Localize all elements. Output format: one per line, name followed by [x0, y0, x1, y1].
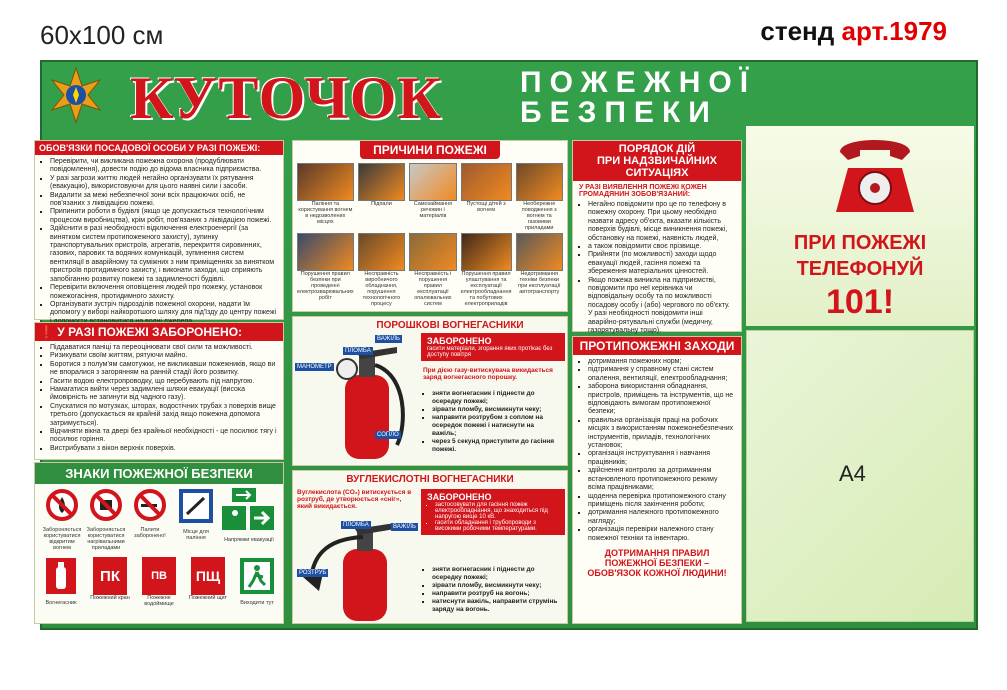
- label-handle: ВАЖІЛЬ: [393, 524, 416, 530]
- cause-caption: Порушення правил безпеки при проведенні електрозварювальних робіт: [297, 271, 354, 301]
- cause-caption: Порушення правил улаштування та експлуатації електрообладнання та побутових електроприладів: [460, 271, 512, 307]
- evacuation-direction-icon: [222, 488, 276, 532]
- cause-item: [409, 163, 457, 229]
- forbidden-item: ▪ Відчиняти вікна та двері без крайньої необхідності - це посилює тягу і посилює горіння.: [50, 428, 277, 445]
- cause-photo: [461, 163, 512, 201]
- measure-item: ▪ дотримання належного протипожежного нагляду;: [588, 509, 735, 526]
- sign-evacuation: [221, 488, 277, 557]
- co2-step: ▪ натиснути важіль, направити струмінь заряду на вогонь.: [432, 598, 559, 614]
- label-seal: ПЛОМБА: [345, 348, 371, 354]
- measures-list: [573, 355, 741, 546]
- measure-item: ▪ організація перевірки належного стану пожежної техніки та інвентарю.: [588, 526, 735, 543]
- measures-footer: [573, 548, 741, 578]
- forbidden-heading: ❗ У РАЗІ ПОЖЕЖІ ЗАБОРОНЕНО:: [35, 323, 283, 341]
- sign-caption: Палити заборонено!: [134, 527, 166, 539]
- co2-step: ▪ зняти вогнегасник і піднести до осередку пожежі;: [432, 566, 559, 582]
- co2-forbidden-item: ▪ гасити обладнання і трубопроводи з високими робочими температурами.: [435, 520, 559, 532]
- phone-line1: ПРИ ПОЖЕЖІ: [793, 232, 927, 254]
- emergency-item: ▪ Негайно повідомити про це по телефону в пожежну охорону. При цьому необхідно назвати адресу об'єкта, вказати кількість поверхів будівлі, місце виникнення пожежі, обстановку на пожежі, наявність людей,: [588, 201, 735, 243]
- cause-caption: Самозаймання речовин і матеріалів: [413, 201, 453, 219]
- sign-caption: Пожежний щит: [188, 595, 228, 601]
- measure-item: ▪ здійснення контролю за дотриманням встановленого протипожежного режиму всіма працівниками;: [588, 467, 735, 492]
- size-label: 60x100 см: [40, 20, 164, 50]
- sign-extinguisher: [41, 557, 81, 628]
- causes-panel: [292, 140, 568, 312]
- emergency-subheading: У РАЗІ ВИЯВЛЕННЯ ПОЖЕЖІ КОЖЕН ГРОМАДЯНИН ЗОБОВ'ЯЗАНИЙ:: [579, 184, 707, 198]
- smoking-area-icon: [178, 488, 214, 524]
- sign-fire-board: [188, 557, 228, 628]
- title-sub-line2: БЕЗПЕКИ: [520, 96, 718, 129]
- cause-photo: [516, 233, 564, 271]
- cause-photo: [358, 233, 405, 271]
- forbidden-item: ▪ Ризикувати своїм життям, рятуючи майно.: [50, 352, 277, 360]
- powder-heading: ПОРОШКОВІ ВОГНЕГАСНИКИ: [376, 320, 524, 331]
- co2-forbidden-item: ▪ застосовувати для гасіння пожеж електрообладнання, що знаходиться під напругою вище 10 кВ.: [435, 502, 559, 520]
- forbidden-item: ▪ Боротися з полум'ям самотужки, не викликавши пожежників, якщо ви не впоралися з загорянням на ранній стадії його розвитку.: [50, 361, 277, 378]
- sign-no-heaters: [85, 488, 127, 557]
- sign-caption: Забороняється користуватися нагрівальними приладами: [86, 527, 126, 551]
- cause-photo: [297, 233, 354, 271]
- sign-caption: Пожежний кран: [90, 595, 130, 601]
- emergency-heading-line2: ПРИ НАДЗВИЧАЙНИХ СИТУАЦІЯХ: [597, 155, 717, 179]
- forbidden-list: [35, 341, 283, 456]
- a4-label: А4: [839, 461, 866, 486]
- phone-number: 101!: [825, 283, 895, 321]
- cause-item: [461, 163, 512, 229]
- signs-panel: [34, 462, 284, 624]
- measure-item: ▪ дотримання пожежних норм;: [588, 358, 735, 366]
- article-number: арт.1979: [841, 16, 947, 46]
- title-main: КУТОЧОК: [130, 65, 442, 131]
- duty-item: ▪ Припинити роботи в будівлі (якщо це допускається технологічним процесом виробництва), крім робіт, пов'язаних з ліквідацією пожежі.: [50, 208, 277, 225]
- telephone-icon: [830, 132, 920, 222]
- measures-footer-line1: ДОТРИМАННЯ ПРАВИЛ: [604, 547, 710, 558]
- label-horn: РОЗТРУБ: [299, 570, 327, 576]
- duty-item: ▪ Здійснити в разі необхідності відключення електроенергії (за винятком систем протипожежного захисту), зупинку транспортувальних пристроїв, агрегатів, перекриття сировинних, газових, парових та водяних комунікацій, зупинення систем вентиляції в аварійному та суміжних з ним приміщеннях за винятком пристроїв протидимного захисту, і виконати заходи, що сприяють запобіганню розвитку пожежі та задимленості будівлі.: [50, 225, 277, 284]
- cause-caption: Паління та користування вогнем в недозволених місцях: [298, 201, 353, 225]
- co2-forbidden-title: ЗАБОРОНЕНО: [427, 492, 492, 502]
- sign-exit: [237, 557, 277, 628]
- sign-caption: Місце для паління: [183, 529, 209, 541]
- title-sub: [520, 68, 756, 128]
- cause-caption: Несправність і порушення правил експлуатації опалювальних систем: [414, 271, 452, 307]
- duties-list: [35, 155, 283, 329]
- signs-heading: ЗНАКИ ПОЖЕЖНОЇ БЕЗПЕКИ: [35, 463, 283, 484]
- emergency-item: ▪ а також повідомити своє прізвище.: [588, 243, 735, 251]
- phone-line2: ТЕЛЕФОНУЙ: [796, 258, 924, 280]
- label-seal: ПЛОМБА: [343, 522, 369, 528]
- emergency-panel: [572, 140, 742, 335]
- causes-heading: ПРИЧИНИ ПОЖЕЖІ: [360, 141, 500, 159]
- duty-item: ▪ Перевірити, чи викликана пожежна охорона (продублювати повідомлення), довести подію до відома власника підприємства.: [50, 158, 277, 175]
- cause-caption: Несправність виробничого обладнання, порушення технологічного процесу: [362, 271, 401, 307]
- duty-item: ▪ Організувати зустріч підрозділів пожежної охорони, надати їм допомогу у виборі найкоротшого шляху для під'їзду до центру пожежі: [50, 301, 277, 326]
- co2-panel: [292, 470, 568, 624]
- forbidden-item: ▪ Вистрибувати з вікон верхніх поверхів.: [50, 445, 277, 453]
- fire-board-sign: ПЩ: [191, 557, 225, 595]
- cause-item: [297, 233, 354, 299]
- no-heaters-icon: [89, 488, 123, 522]
- measures-heading: ПРОТИПОЖЕЖНІ ЗАХОДИ: [573, 337, 741, 355]
- sign-smoking-area: [173, 488, 219, 557]
- forbidden-item: ▪ Піддаватися паніці та переоцінювати свої сили та можливості.: [50, 344, 277, 352]
- cause-photo: [358, 163, 405, 201]
- duties-heading: ОБОВ'ЯЗКИ ПОСАДОВОЇ ОСОБИ У РАЗІ ПОЖЕЖІ:: [35, 141, 283, 155]
- cause-caption: Пустощі дітей з вогнем: [466, 201, 506, 213]
- cause-photo: [297, 163, 354, 201]
- causes-grid: [293, 159, 567, 307]
- measures-footer-line3: ОБОВ'ЯЗОК КОЖНОЇ ЛЮДИНИ!: [587, 567, 727, 578]
- cause-item: [358, 163, 405, 229]
- label-nozzle: СОПЛО: [377, 432, 399, 438]
- powder-step: ▪ зняти вогнегасник і піднести до осередку пожежі;: [432, 390, 559, 406]
- measure-item: ▪ заборона використання обладнання, пристроїв, приміщень та інструментів, що не відповідають вимогам протипожежної безпеки;: [588, 383, 735, 417]
- signs-row-1: [35, 484, 283, 557]
- co2-heading: ВУГЛЕКИСЛОТНІ ВОГНЕГАСНИКИ: [346, 474, 514, 485]
- water-reservoir-sign: ПВ: [142, 557, 176, 595]
- powder-forbidden-text: гасити матеріали, згорання яких протікає без доступу повітря: [427, 346, 553, 358]
- sign-caption: Виходити тут: [240, 600, 274, 606]
- no-smoking-icon: [133, 488, 167, 522]
- emergency-service-emblem-icon: [48, 66, 104, 124]
- powder-step: ▪ направити розтрубом з соплом на осередок пожежі і натиснути на важіль;: [432, 414, 559, 438]
- sign-no-open-fire: [41, 488, 83, 557]
- powder-forbidden-box: [421, 333, 565, 361]
- powder-forbidden-title: ЗАБОРОНЕНО: [427, 336, 492, 346]
- cause-caption: Необережне поводження з вогнем та газовими приладами: [521, 201, 557, 231]
- measures-footer-line2: ПОЖЕЖНОЇ БЕЗПЕКИ –: [604, 557, 710, 568]
- co2-steps: [417, 563, 565, 617]
- sign-fire-hydrant: [90, 557, 130, 628]
- cause-photo: [409, 163, 457, 201]
- duties-panel: [34, 140, 284, 320]
- measure-item: ▪ організація інструктування і навчання працівників;: [588, 450, 735, 467]
- title-sub-line1: ПОЖЕЖНОЇ: [520, 66, 757, 99]
- signs-row-2: [35, 557, 283, 628]
- cause-item: [516, 163, 564, 229]
- co2-forbidden-box: [421, 489, 565, 535]
- forbidden-item: ▪ Намагатися вийти через задимлені шляхи евакуації (висока ймовірність не загинути від чадного газу).: [50, 386, 277, 403]
- measures-panel: [572, 336, 742, 624]
- sign-no-smoking: [129, 488, 171, 557]
- cause-item: [516, 233, 564, 299]
- exit-sign-icon: [239, 557, 275, 595]
- sign-water-reservoir: [139, 557, 179, 628]
- fire-hydrant-sign: ПК: [93, 557, 127, 595]
- duty-item: ▪ Перевірити включення оповіщення людей про пожежу, установок пожежогасіння, протидимного захисту.: [50, 284, 277, 301]
- phone-panel: [746, 126, 974, 326]
- emergency-item: ▪ Якщо пожежа виникла на підприємстві, повідомити про неї керівника чи відповідальну особу та по можливості посадову особу і (або) чергового по об'єкту. У разі необхідності повідомити інші аварійно-рятувальні служби (медичну, газорятувальну тощо).: [588, 277, 735, 336]
- powder-step: ▪ через 5 секунд приступити до гасіння пожежі.: [432, 438, 559, 454]
- cause-item: [297, 163, 354, 229]
- powder-panel: [292, 316, 568, 466]
- duty-item: ▪ Видалити за межі небезпечної зони всіх працюючих осіб, не пов'язаних з ліквідацією пожежі.: [50, 192, 277, 209]
- forbidden-panel: [34, 322, 284, 460]
- sign-caption: Напрямки евакуації: [224, 537, 274, 543]
- co2-step: ▪ зірвати пломбу, висмикнути чеку;: [432, 582, 559, 590]
- powder-step: ▪ зірвати пломбу, висмикнути чеку;: [432, 406, 559, 414]
- emergency-heading: [573, 141, 741, 181]
- cause-caption: Недотримання техніки безпеки при експлуатації автотранспорту: [518, 271, 561, 295]
- cause-item: [409, 233, 457, 307]
- forbidden-item: ▪ Гасити водою електропроводку, що перебувають під напругою.: [50, 378, 277, 386]
- cause-item: [358, 233, 405, 307]
- sign-caption: Пожежне водоймище: [144, 595, 174, 607]
- a4-pocket[interactable]: [746, 330, 974, 622]
- extinguisher-sign-icon: [45, 557, 77, 595]
- co2-forbidden-list: [435, 502, 559, 532]
- emergency-item: ▪ Прийняти (по можливості) заходи щодо евакуації людей, гасіння пожежі та збереження матеріальних цінностей.: [588, 251, 735, 276]
- stand-word: стенд: [760, 16, 835, 46]
- no-open-fire-icon: [45, 488, 79, 522]
- powder-intro: При дією газу-витискувача викидається заряд вогнегасного порошку.: [423, 367, 553, 381]
- powder-steps: [417, 387, 565, 457]
- cause-photo: [461, 233, 512, 271]
- article-label: [760, 16, 947, 47]
- cause-photo: [516, 163, 564, 201]
- measure-item: ▪ щоденна перевірка протипожежного стану приміщень після закінчення роботи;: [588, 493, 735, 510]
- cause-item: [460, 233, 512, 307]
- forbidden-heading-text: У РАЗІ ПОЖЕЖІ ЗАБОРОНЕНО:: [57, 325, 243, 339]
- measure-item: ▪ правильна організація праці на робочих місцях з використанням пожежонебезпечних інструментів, приладів, технологічних установок;: [588, 417, 735, 451]
- forbidden-item: ▪ Спускатися по мотузках, шторах, водостічних трубах з поверхів вище третього (допускається як крайній захід якщо пожежна допомога затримується).: [50, 403, 277, 428]
- duty-item: ▪ У разі загрози життю людей негайно організувати їх рятування (евакуацію), використовуючи для цього наявні сили і засоби.: [50, 175, 277, 192]
- co2-intro: Вуглекислота (CO₂) витискується в розтруб, де утворюється «сніг», який викидається.: [297, 489, 412, 510]
- cause-photo: [409, 233, 457, 271]
- label-manometer: МАНОМЕТР: [297, 364, 332, 370]
- co2-step: ▪ направити розтруб на вогонь;: [432, 590, 559, 598]
- label-handle: ВАЖІЛЬ: [377, 336, 400, 342]
- phone-text: [746, 230, 974, 322]
- sign-caption: Вогнегасник: [45, 600, 77, 606]
- sign-caption: Забороняється користуватися відкритим вогнем: [42, 527, 82, 551]
- emergency-heading-line1: ПОРЯДОК ДІЙ: [618, 143, 696, 155]
- cause-caption: Підпали: [371, 201, 392, 207]
- emergency-list: [573, 198, 741, 339]
- measure-item: ▪ підтримання у справному стані систем опалення, вентиляції, електрообладнання;: [588, 366, 735, 383]
